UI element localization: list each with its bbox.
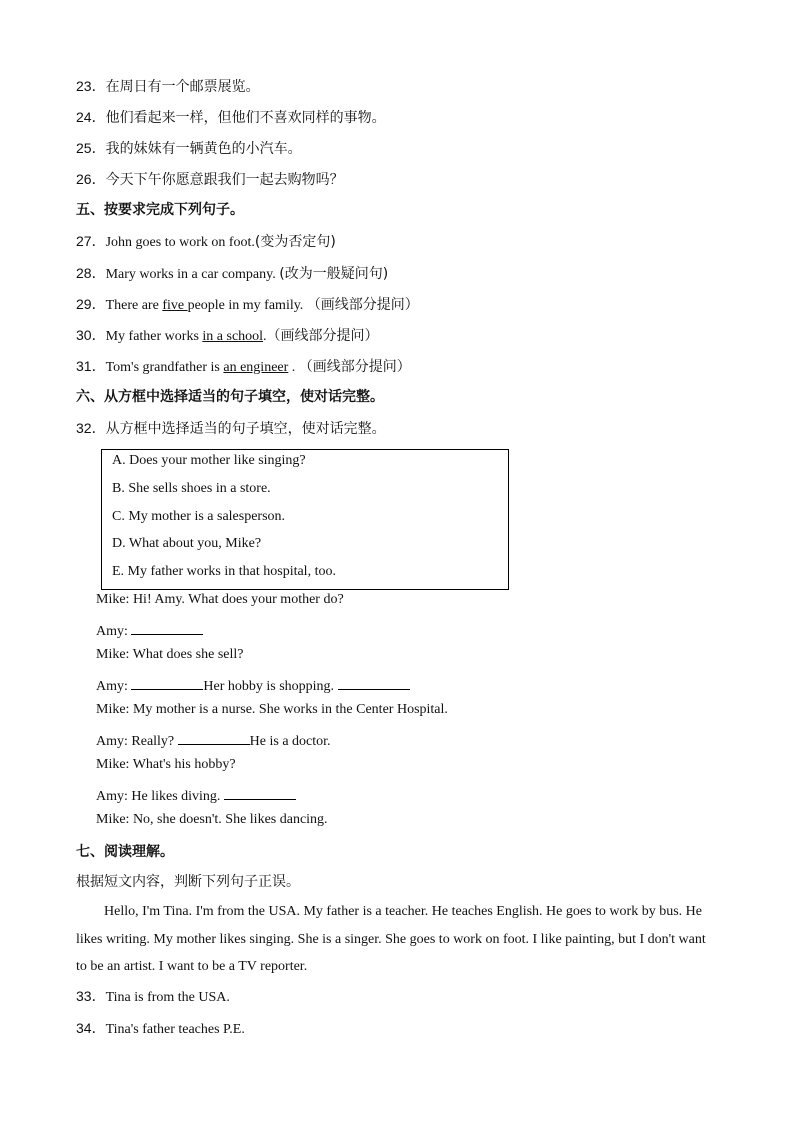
answer-blank[interactable] — [338, 675, 410, 690]
option-c: C. My mother is a salesperson. — [112, 509, 286, 524]
dialogue-line — [96, 702, 448, 718]
underlined-part: an engineer — [223, 360, 289, 375]
question-24: 24．他们看起来一样，但他们不喜欢同样的事物。 — [76, 109, 386, 126]
answer-blank[interactable] — [178, 730, 250, 745]
question-26: 26．今天下午你愿意跟我们一起去购物吗？ — [76, 171, 344, 188]
dialogue-text: He is a doctor. — [249, 734, 331, 749]
answer-blank[interactable] — [131, 620, 203, 635]
dialogue-text: Amy: Really? — [96, 734, 178, 749]
options-box — [101, 449, 509, 590]
question-25: 25．我的妹妹有一辆黄色的小汽车。 — [76, 140, 302, 157]
dialogue-line — [96, 592, 344, 608]
option-e: E. My father works in that hospital, too. — [112, 564, 336, 579]
dialogue-line — [96, 812, 328, 828]
dialogue-text: Amy: — [96, 624, 132, 639]
dialogue-line — [96, 620, 203, 640]
dialogue-line — [96, 675, 410, 695]
dialogue-line — [96, 757, 236, 773]
question-33: 33．Tina is from the USA. — [76, 988, 230, 1005]
option-a: A. Does your mother like singing? — [112, 453, 306, 468]
underlined-part: five — [162, 298, 188, 313]
section-five-heading: 五、按要求完成下列句子。 — [76, 202, 244, 218]
question-27: 27．John goes to work on foot.(变为否定句) — [76, 233, 336, 250]
section-seven-heading: 七、阅读理解。 — [76, 844, 174, 860]
question-29: 29．There are five people in my family. （画线部分提问） — [76, 296, 419, 313]
dialogue-text: Mike: My mother is a nurse. She works in the Center Hospital. — [96, 702, 448, 717]
dialogue-text: Mike: Hi! Amy. What does your mother do? — [96, 592, 344, 607]
dialogue-text: Mike: What does she sell? — [96, 647, 244, 662]
answer-blank[interactable] — [131, 675, 203, 690]
option-b: B. She sells shoes in a store. — [112, 481, 271, 496]
dialogue-text: Amy: He likes diving. — [96, 789, 224, 804]
underlined-part: in a school — [202, 329, 264, 344]
dialogue-line — [96, 785, 296, 805]
reading-passage: Hello, I'm Tina. I'm from the USA. My father is a teacher. He teaches English. He goes to work by bus. He likes writing. My mother likes singing. She is a singer. She goes to work on foot. I like painting, but I don't want to be an artist. I want to be a TV reporter. — [76, 904, 706, 974]
section-six-heading: 六、从方框中选择适当的句子填空，使对话完整。 — [76, 389, 384, 405]
instruction: 根据短文内容，判断下列句子正误。 — [76, 874, 300, 890]
dialogue-line — [96, 730, 331, 750]
question-30: 30．My father works in a school.（画线部分提问） — [76, 327, 379, 344]
dialogue-text: Amy: — [96, 679, 132, 694]
dialogue-text: Her hobby is shopping. — [203, 679, 338, 694]
dialogue-text: Mike: No, she doesn't. She likes dancing. — [96, 812, 328, 827]
question-34: 34．Tina's father teaches P.E. — [76, 1020, 245, 1037]
question-31: 31．Tom's grandfather is an engineer . （画线部分提问） — [76, 358, 411, 375]
dialogue-text: Mike: What's his hobby? — [96, 757, 236, 772]
question-23: 23．在周日有一个邮票展览。 — [76, 78, 260, 95]
question-32: 32．从方框中选择适当的句子填空，使对话完整。 — [76, 420, 386, 437]
question-28: 28．Mary works in a car company. (改为一般疑问句) — [76, 265, 389, 282]
option-d: D. What about you, Mike? — [112, 536, 262, 551]
dialogue-line — [96, 647, 244, 663]
answer-blank[interactable] — [224, 785, 296, 800]
